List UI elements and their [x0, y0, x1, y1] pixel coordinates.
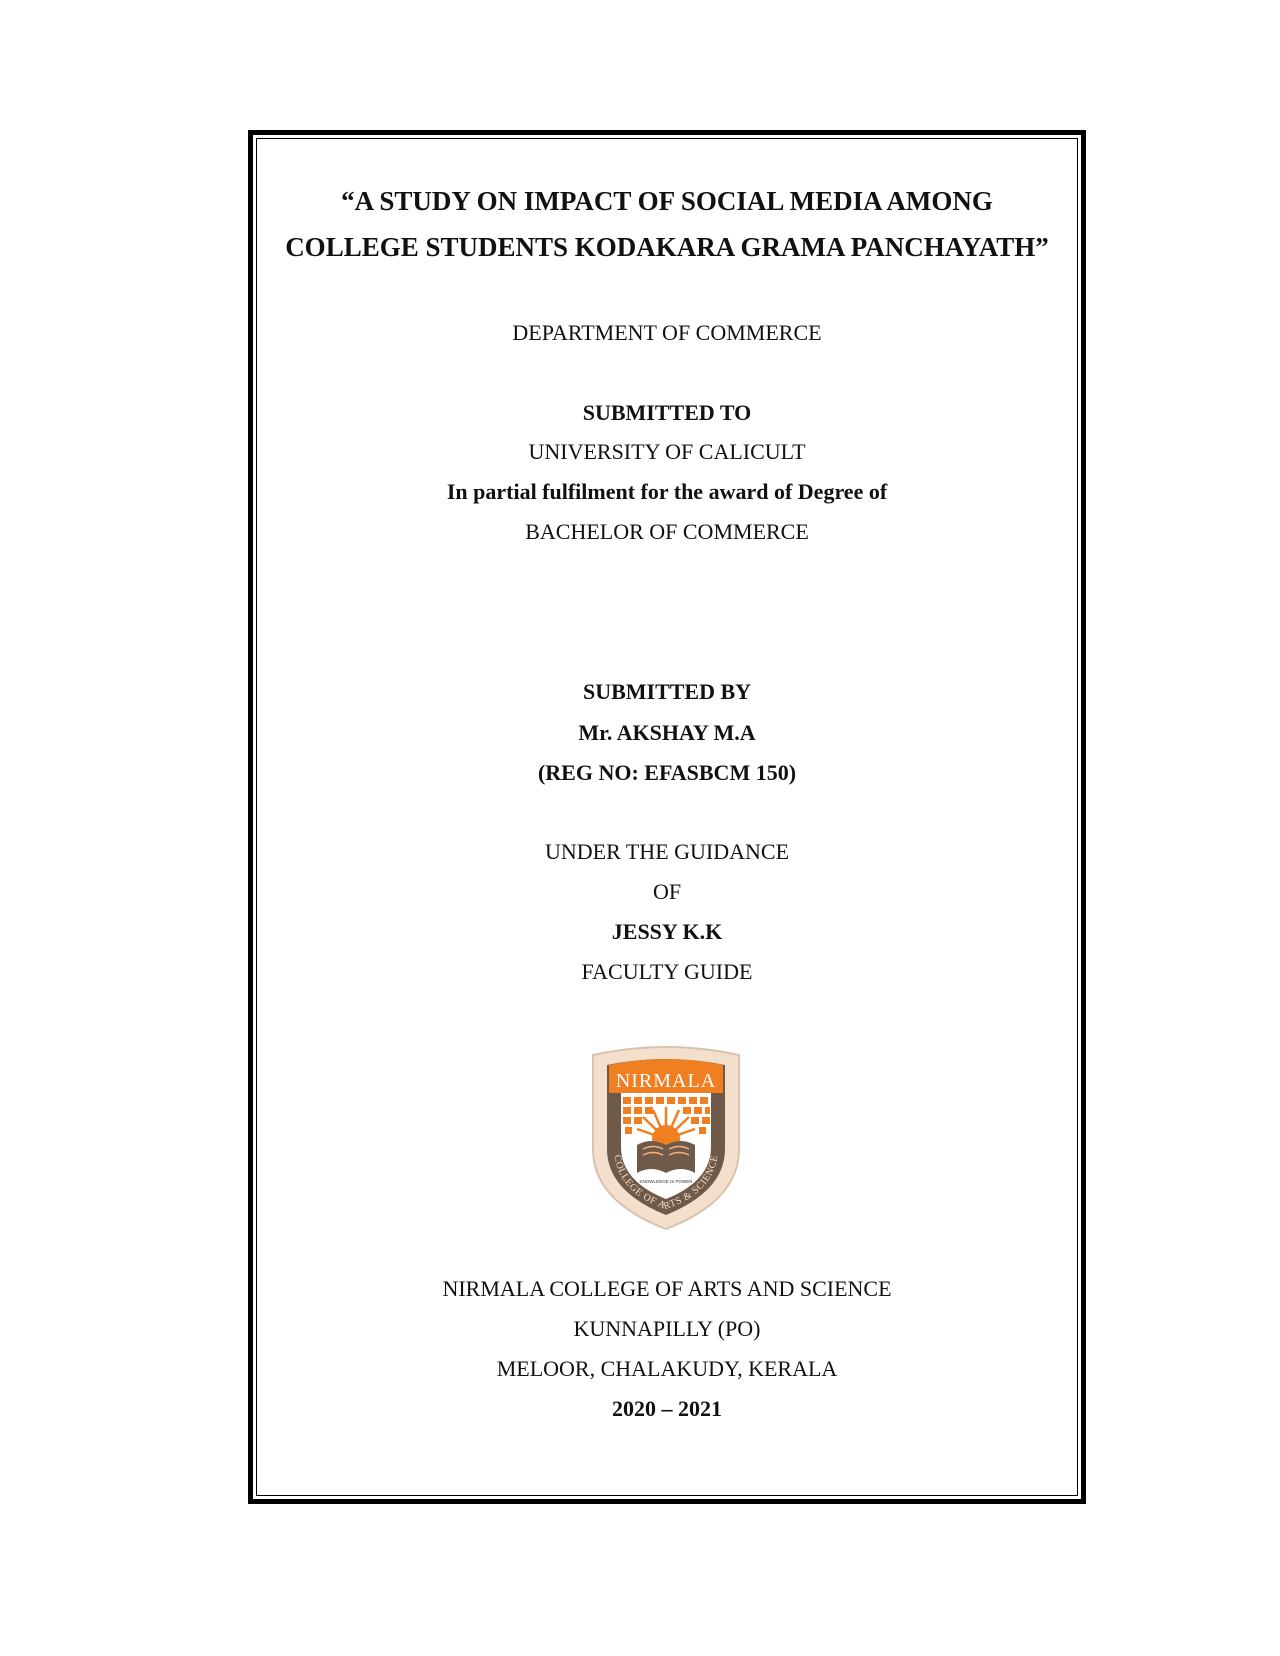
department: DEPARTMENT OF COMMERCE: [512, 320, 822, 345]
guidance-heading: UNDER THE GUIDANCE: [544, 839, 790, 864]
university-name: UNIVERSITY OF CALICULT: [528, 439, 806, 464]
degree-name: BACHELOR OF COMMERCE: [525, 519, 809, 544]
submitted-to-heading: SUBMITTED TO: [582, 400, 752, 425]
college-crest-icon: [587, 1041, 745, 1231]
student-name: Mr. AKSHAY M.A: [578, 720, 756, 745]
institution-name: NIRMALA COLLEGE OF ARTS AND SCIENCE: [442, 1276, 892, 1301]
degree-purpose: In partial fulfilment for the award of Degree of: [446, 479, 888, 504]
academic-year: 2020 – 2021: [612, 1396, 722, 1421]
submitted-by-heading: SUBMITTED BY: [582, 679, 752, 704]
crest-motto: KNOWLEDGE IS POWER: [639, 1179, 693, 1184]
crest-name-text: NIRMALA: [615, 1070, 717, 1092]
project-title-line-2: COLLEGE STUDENTS KODAKARA GRAMA PANCHAYATH”: [285, 232, 1049, 262]
registration-number: (REG NO: EFASBCM 150): [537, 760, 797, 785]
guide-role: FACULTY GUIDE: [581, 959, 753, 984]
institution-post: KUNNAPILLY (PO): [573, 1316, 761, 1341]
guidance-of: OF: [652, 879, 682, 904]
crest-ring-text: COLLEGE OF ARTS & SCIENCE: [611, 1154, 721, 1213]
project-title-line-1: “A STUDY ON IMPACT OF SOCIAL MEDIA AMONG: [341, 186, 993, 216]
guide-name: JESSY K.K: [611, 919, 723, 944]
institution-location: MELOOR, CHALAKUDY, KERALA: [496, 1356, 838, 1381]
